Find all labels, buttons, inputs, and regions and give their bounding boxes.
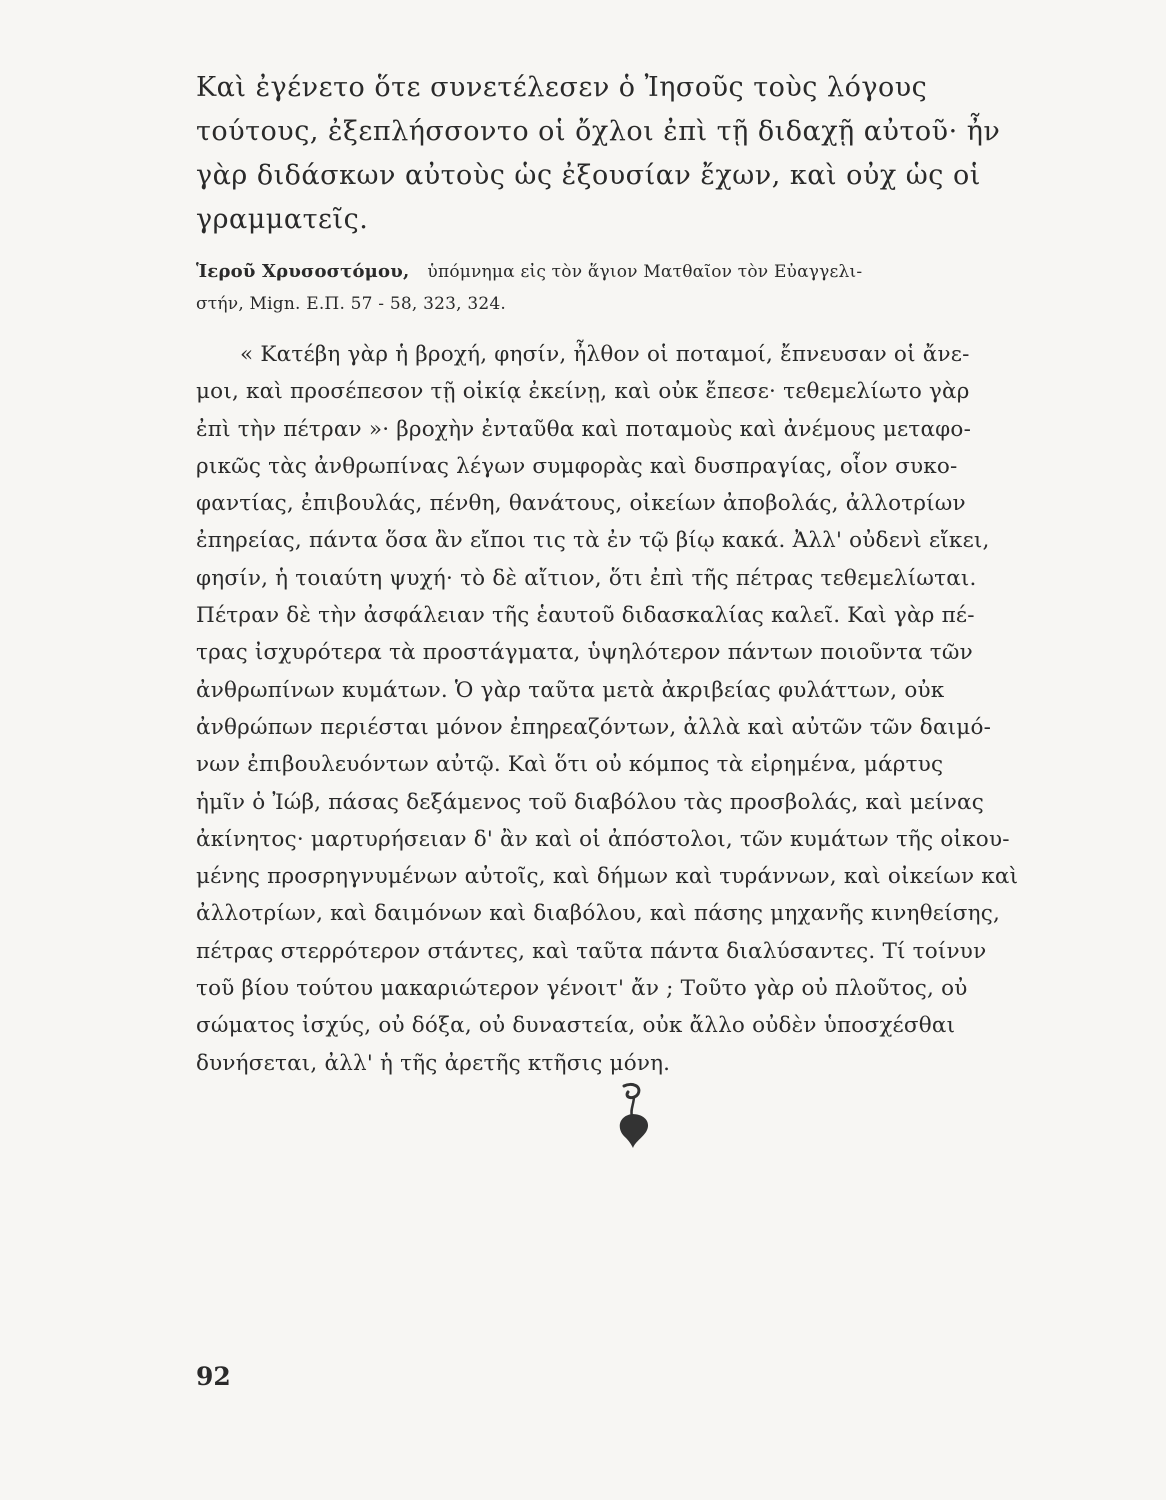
- citation-author: Ἱεροῦ Χρυσοστόμου,: [196, 261, 410, 282]
- text-line: Πέτραν δὲ τὴν ἀσφάλειαν τῆς ἑαυτοῦ διδασκαλίας καλεῖ. Καὶ γὰρ πέ-: [196, 603, 975, 629]
- citation-title: ὑπόμνημα εἰς τὸν ἅγιον Ματθαῖον τὸν Εὐαγγελι-: [427, 262, 863, 282]
- text-line: τοῦ βίου τούτου μακαριώτερον γένοιτ' ἄν ; Τοῦτο γὰρ οὐ πλοῦτος, οὐ: [196, 976, 968, 1002]
- text-line: πέτρας στερρότερον στάντες, καὶ ταῦτα πάντα διαλύσαντες. Τί τοίνυν: [196, 938, 987, 964]
- text-line: φαντίας, ἐπιβουλάς, πένθη, θανάτους, οἰκείων ἀποβολάς, ἀλλοτρίων: [196, 491, 966, 517]
- text-line: ρικῶς τὰς ἀνθρωπίνας λέγων συμφορὰς καὶ δυσπραγίας, οἷον συκο-: [196, 453, 958, 479]
- text-line: ἀκίνητος· μαρτυρήσειαν δ' ἂν καὶ οἱ ἀπόστολοι, τῶν κυμάτων τῆς οἰκου-: [196, 826, 1010, 852]
- text-line: ἀνθρωπίνων κυμάτων. Ὁ γὰρ ταῦτα μετὰ ἀκριβείας φυλάττων, οὐκ: [196, 677, 945, 703]
- verse-line: Καὶ ἐγένετο ὅτε συνετέλεσεν ὁ Ἰησοῦς τοὺς λόγους: [196, 72, 928, 103]
- text-line: « Κατέβη γὰρ ἡ βροχή, φησίν, ἦλθον οἱ ποταμοί, ἔπνευσαν οἱ ἄνε-: [240, 342, 970, 367]
- text-line: μοι, καὶ προσέπεσον τῇ οἰκίᾳ ἐκείνῃ, καὶ οὐκ ἔπεσε· τεθεμελίωτο γὰρ: [196, 379, 970, 405]
- text-line: νων ἐπιβουλευόντων αὐτῷ. Καὶ ὅτι οὐ κόμπος τὰ εἰρημένα, μάρτυς: [196, 752, 944, 778]
- page-number: 92: [196, 1362, 231, 1391]
- commentary-text: [196, 336, 1076, 1082]
- source-citation: [196, 256, 1076, 320]
- text-line: ἀλλοτρίων, καὶ δαιμόνων καὶ διαβόλου, καὶ πάσης μηχανῆς κινηθείσης,: [196, 901, 1000, 927]
- text-line: ἐπὶ τὴν πέτραν »· βροχὴν ἐνταῦθα καὶ ποταμοὺς καὶ ἀνέμους μεταφο-: [196, 416, 972, 442]
- text-line: σώματος ἰσχύς, οὐ δόξα, οὐ δυναστεία, οὐκ ἄλλο οὐδὲν ὑποσχέσθαι: [196, 1013, 956, 1039]
- text-line: μένης προσρηγνυμένων αὐτοῖς, καὶ δήμων καὶ τυράννων, καὶ οἰκείων καὶ: [196, 864, 1019, 890]
- verse-line: γὰρ διδάσκων αὐτοὺς ὡς ἐξουσίαν ἔχων, καὶ οὐχ ὡς οἱ: [196, 160, 981, 191]
- scripture-verse: [196, 66, 1076, 242]
- citation-reference: στήν, Mign. Ε.Π. 57 - 58, 323, 324.: [196, 294, 506, 314]
- text-line: ἡμῖν ὁ Ἰώβ, πάσας δεξάμενος τοῦ διαβόλου τὰς προσβολάς, καὶ μείνας: [196, 789, 984, 815]
- text-line: ἀνθρώπων περιέσται μόνον ἐπηρεαζόντων, ἀλλὰ καὶ αὐτῶν τῶν δαιμό-: [196, 714, 992, 740]
- text-line: ἐπηρείας, πάντα ὅσα ἂν εἴποι τις τὰ ἐν τῷ βίῳ κακά. Ἀλλ' οὐδενὶ εἴκει,: [196, 528, 990, 554]
- verse-line: γραμματεῖς.: [196, 204, 369, 235]
- vine-leaf-ornament-icon: [612, 1080, 652, 1150]
- text-line: δυνήσεται, ἀλλ' ἡ τῆς ἀρετῆς κτῆσις μόνη.: [196, 1050, 671, 1076]
- citation-line: [196, 256, 1076, 288]
- text-line: τρας ἰσχυρότερα τὰ προστάγματα, ὑψηλότερον πάντων ποιοῦντα τῶν: [196, 640, 973, 666]
- text-line: φησίν, ἡ τοιαύτη ψυχή· τὸ δὲ αἴτιον, ὅτι ἐπὶ τῆς πέτρας τεθεμελίωται.: [196, 565, 977, 591]
- verse-line: τούτους, ἐξεπλήσσοντο οἱ ὄχλοι ἐπὶ τῇ διδαχῇ αὐτοῦ· ἦν: [196, 116, 1001, 147]
